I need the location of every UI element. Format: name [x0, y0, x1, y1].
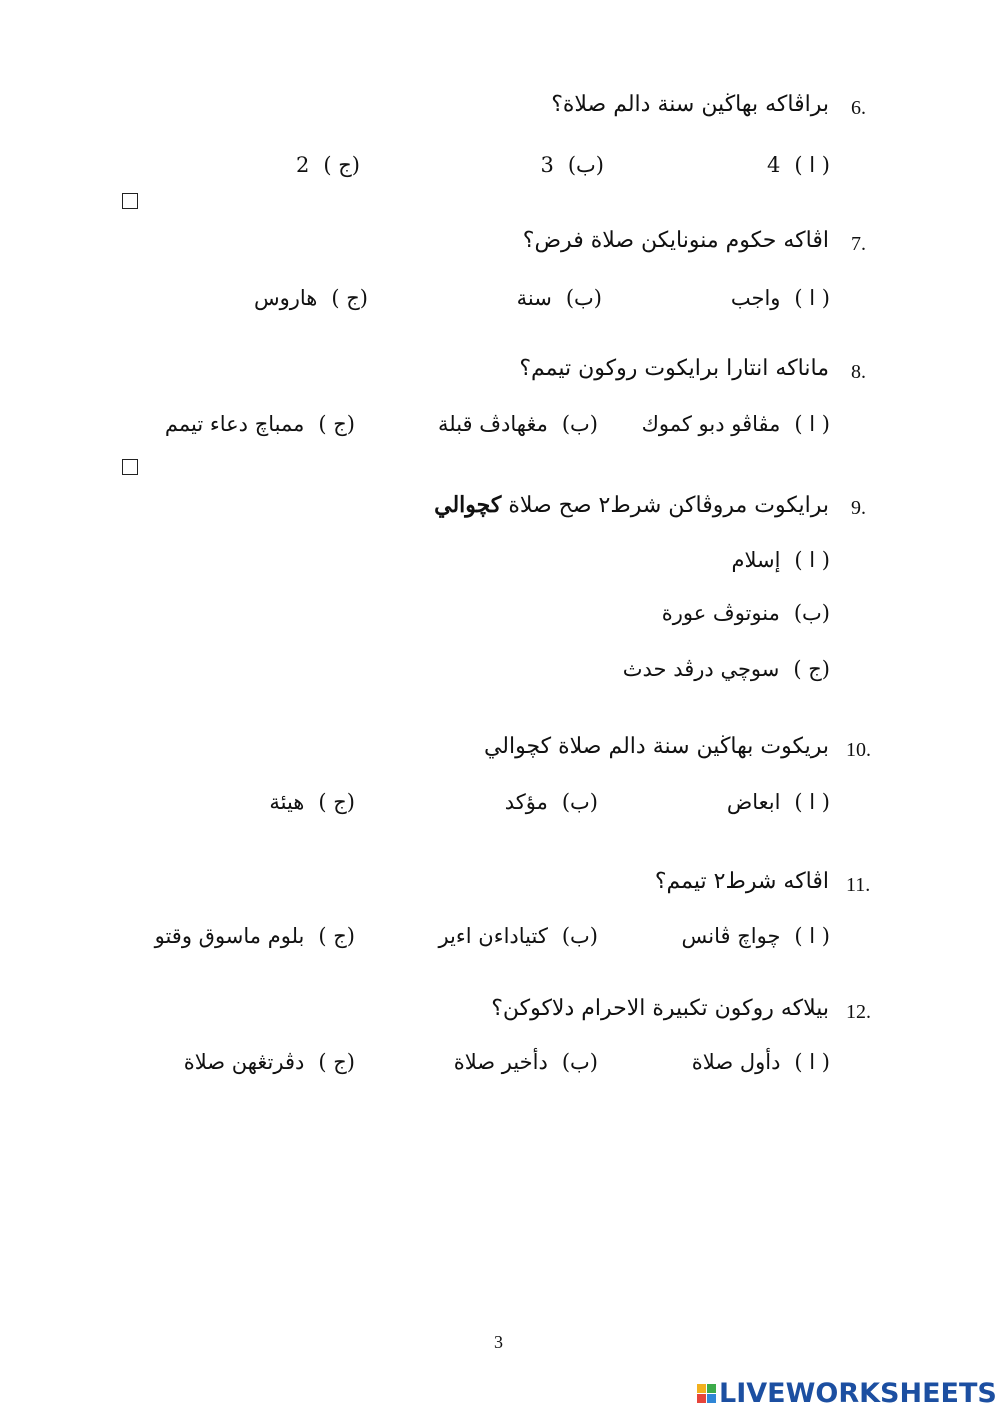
q8-option-c: [165, 412, 355, 436]
option-label: ( ا ): [794, 286, 830, 310]
q7-option-a: [731, 286, 830, 310]
option-label: ( ا ): [794, 153, 830, 177]
option-label: ( ا ): [794, 548, 830, 572]
q9-option-a: [731, 548, 830, 572]
option-text: هيئة: [269, 790, 305, 814]
q7-option-c: [254, 286, 368, 310]
option-label: (ج ): [318, 412, 355, 436]
question-8-text: ماناكه انتارا برايكوت روكون تيمم؟: [519, 356, 829, 381]
option-text: سنة: [516, 286, 552, 310]
q6-option-c: [296, 153, 360, 177]
option-label: (ب): [561, 412, 598, 436]
option-text: واجب: [730, 286, 781, 310]
question-11-number: 11.: [846, 874, 871, 896]
question-7-text: اڤاكه حكوم منونايكن صلاة فرض؟: [522, 228, 829, 253]
question-7-number: 7.: [851, 233, 866, 255]
q12-option-b: [454, 1050, 598, 1074]
q8-option-b: [438, 412, 598, 436]
question-9-bold-word: كچوالي: [434, 492, 502, 518]
option-text: بلوم ماسوق وقتو: [154, 924, 305, 948]
answer-checkbox-icon[interactable]: [122, 193, 138, 209]
question-9-number: 9.: [851, 497, 866, 519]
option-label: (ب): [561, 924, 598, 948]
option-text: مڠهادڤ قبلة: [438, 412, 548, 436]
option-label: (ب): [561, 790, 598, 814]
question-6-text: براڤاكه بهاڬين سنة دالم صلاة؟: [551, 92, 829, 117]
option-label: (ج ): [793, 657, 830, 681]
question-12-text: بيلاكه روكون تكبيرة الاحرام دلاكوكن؟: [491, 996, 829, 1021]
q10-option-a: [727, 790, 830, 814]
option-text: دأخير صلاة: [453, 1050, 548, 1074]
option-text: مڤاڤو دبو كموك: [641, 412, 781, 436]
q12-option-c: [184, 1050, 355, 1074]
q8-option-a: [642, 412, 830, 436]
option-label: (ب): [793, 601, 830, 625]
page-number: 3: [494, 1332, 503, 1352]
option-text: إسلام: [731, 548, 781, 572]
option-text: 2: [296, 153, 310, 177]
option-text: دڤرتڠهن صلاة: [183, 1050, 305, 1074]
question-8-number: 8.: [851, 361, 866, 383]
option-text: مؤكد: [504, 790, 548, 814]
answer-checkbox-icon[interactable]: [122, 459, 138, 475]
option-text: 3: [540, 153, 554, 177]
option-text: منوتوڤ عورة: [661, 601, 780, 625]
q9-option-b: [662, 601, 830, 625]
question-9-main: برايكوت مروڤاكن شرط٢ صح صلاة: [508, 493, 829, 518]
option-label: (ب): [561, 1050, 598, 1074]
brand-name: LIVEWORKSHEETS: [719, 1378, 997, 1409]
option-text: سوچي درڤد حدث: [622, 657, 780, 681]
option-text: چواچ ڤانس: [681, 924, 781, 948]
q10-option-c: [269, 790, 355, 814]
option-label: (ب): [567, 153, 604, 177]
question-12-number: 12.: [846, 1001, 871, 1023]
q11-option-c: [155, 924, 355, 948]
option-text: ابعاض: [726, 790, 781, 814]
option-label: ( ا ): [794, 412, 830, 436]
option-label: (ب): [565, 286, 602, 310]
q9-option-c: [623, 657, 830, 681]
question-10-text: بريكوت بهاڬين سنة دالم صلاة كچوالي: [483, 734, 829, 759]
option-label: ( ا ): [794, 1050, 830, 1074]
question-9-text: [434, 492, 829, 518]
liveworksheets-logo-icon: [697, 1384, 716, 1403]
q6-option-a: [767, 153, 830, 177]
option-text: كتياداءن اءير: [438, 924, 548, 948]
option-label: (ج ): [318, 924, 355, 948]
q10-option-b: [505, 790, 598, 814]
option-label: (ج ): [331, 286, 368, 310]
option-text: 4: [767, 153, 781, 177]
question-6-number: 6.: [851, 97, 866, 119]
q7-option-b: [517, 286, 602, 310]
option-text: هاروس: [253, 286, 318, 310]
q12-option-a: [692, 1050, 830, 1074]
option-text: دأول صلاة: [691, 1050, 781, 1074]
q11-option-a: [681, 924, 830, 948]
question-11-text: اڤاكه شرط٢ تيمم؟: [654, 869, 829, 894]
q6-option-b: [540, 153, 604, 177]
option-label: ( ا ): [794, 790, 830, 814]
q11-option-b: [438, 924, 598, 948]
option-text: ممباچ دعاء تيمم: [164, 412, 305, 436]
question-10-number: 10.: [846, 739, 871, 761]
option-label: (ج ): [318, 790, 355, 814]
option-label: (ج ): [323, 153, 360, 177]
option-label: (ج ): [318, 1050, 355, 1074]
liveworksheets-logo: [697, 1378, 997, 1409]
option-label: ( ا ): [794, 924, 830, 948]
